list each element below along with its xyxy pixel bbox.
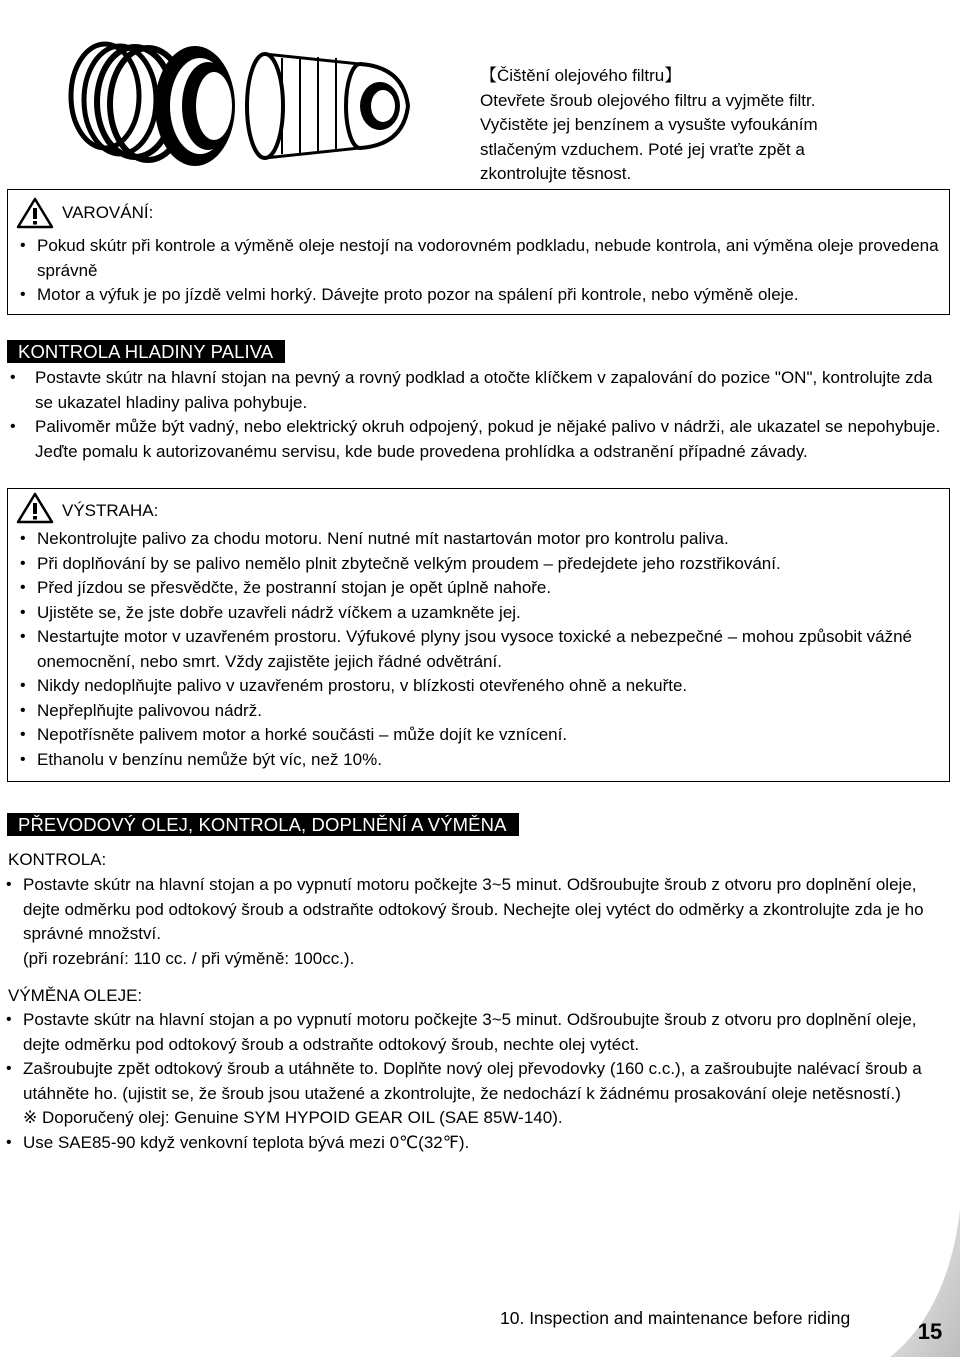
recommended-oil-note bbox=[2, 1106, 937, 1131]
caution-header bbox=[16, 493, 939, 523]
oil-filter-line: zkontrolujte těsnost. bbox=[480, 164, 632, 183]
recommended-oil-text: ※ Doporučený olej: Genuine SYM HYPOID GEAR OIL (SAE 85W-140). bbox=[23, 1108, 563, 1127]
fuel-level-list bbox=[0, 366, 955, 464]
footer-chapter-title: 10. Inspection and maintenance before riding bbox=[500, 1308, 851, 1328]
list-item: • Nekontrolujte palivo za chodu motoru. Není nutné mít nastartován motor pro kontrolu paliva. bbox=[16, 527, 939, 552]
list-item: • Ujistěte se, že jste dobře uzavřeli nádrž víčkem a uzamkněte jej. bbox=[16, 601, 939, 626]
check-list bbox=[2, 873, 937, 971]
list-item: • Při doplňování by se palivo nemělo plnit zbytečně velkým proudem – předejdete jeho rozstřikování. bbox=[16, 552, 939, 577]
list-item: • Postavte skútr na hlavní stojan a po vypnutí motoru počkejte 3~5 minut. Odšroubujte šroub z otvoru pro doplnění oleje, dejte odměrku pod odtokový šroub a odstraňte odtokový šroub. Nechejte olej vytéct do odměrky a zkontrolujte zda je ho správné množství. bbox=[2, 873, 937, 947]
caution-list bbox=[16, 527, 939, 772]
warning-triangle-icon bbox=[16, 492, 54, 524]
warning-triangle-icon bbox=[16, 197, 54, 229]
warning-list bbox=[16, 234, 939, 308]
section-heading-fuel: KONTROLA HLADINY PALIVA bbox=[7, 340, 285, 363]
oil-filter-line: stlačeným vzduchem. Poté jej vraťte zpět a bbox=[480, 139, 805, 159]
list-item: • Palivoměr může být vadný, nebo elektrický okruh odpojený, pokud je nějaké palivo v nádrži, ale ukazatel se nepohybuje. Jeďte pomalu k autorizovanému servisu, kde bude provedena prohlídka a odstranění případné závady. bbox=[0, 415, 955, 464]
oil-filter-illustration bbox=[60, 36, 415, 176]
change-list bbox=[2, 1008, 937, 1155]
list-item: • Postavte skútr na hlavní stojan a po vypnutí motoru počkejte 3~5 minut. Odšroubujte šroub z otvoru pro doplnění oleje, dejte odměrku pod odtokový šroub a odstraňte odtokový šroub, nechte olej vytéct. bbox=[2, 1008, 937, 1057]
list-item: • Nepřeplňujte palivovou nádrž. bbox=[16, 699, 939, 724]
caution-box bbox=[7, 488, 950, 782]
section-heading-gear-oil: PŘEVODOVÝ OLEJ, KONTROLA, DOPLNĚNÍ A VÝMĚNA bbox=[7, 813, 519, 836]
list-item: • Před jízdou se přesvědčte, že postranní stojan je opět úplně nahoře. bbox=[16, 576, 939, 601]
change-subheading: VÝMĚNA OLEJE: bbox=[8, 986, 143, 1005]
list-item: • Ethanolu v benzínu nemůže být víc, než 10%. bbox=[16, 748, 939, 773]
list-item: • Nepotřísněte palivem motor a horké součásti – může dojít ke vznícení. bbox=[16, 723, 939, 748]
list-item: • Pokud skútr při kontrole a výměně oleje nestojí na vodorovném podkladu, nebude kontrola, ani výměna oleje provedena správně bbox=[16, 234, 939, 283]
check-note-text: (při rozebrání: 110 cc. / při výměně: 100cc.). bbox=[23, 948, 355, 968]
check-note bbox=[2, 947, 937, 972]
oil-filter-line: Otevřete šroub olejového filtru a vyjměte filtr. bbox=[480, 90, 816, 110]
warning-title: VAROVÁNÍ: bbox=[62, 202, 154, 222]
caution-title: VÝSTRAHA: bbox=[62, 500, 159, 520]
page-number: 15 bbox=[917, 1319, 943, 1344]
list-item: • Use SAE85-90 když venkovní teplota bývá mezi 0℃(32℉). bbox=[2, 1131, 937, 1156]
warning-header bbox=[16, 198, 939, 228]
list-item: • Motor a výfuk je po jízdě velmi horký. Dávejte proto pozor na spálení při kontrole, nebo výměně oleje. bbox=[16, 283, 939, 308]
warning-box bbox=[7, 189, 950, 315]
list-item: • Postavte skútr na hlavní stojan na pevný a rovný podklad a otočte klíčkem v zapalování do pozice "ON", kontrolujte zda se ukazatel hladiny paliva pohybuje. bbox=[0, 366, 955, 415]
oil-filter-line: Vyčistěte jej benzínem a vysušte vyfoukáním bbox=[480, 115, 818, 134]
check-subheading: KONTROLA: bbox=[8, 850, 107, 869]
list-item: • Nestartujte motor v uzavřeném prostoru. Výfukové plyny jsou vysoce toxické a nebezpečné – mohou způsobit vážné onemocnění, nebo smrt. Vždy zajistěte jejich řádné odvětrání. bbox=[16, 625, 939, 674]
list-item: • Nikdy nedoplňujte palivo v uzavřeném prostoru, v blízkosti otevřeného ohně a nekuřte. bbox=[16, 674, 939, 699]
oil-filter-heading: 【Čištění olejového filtru】 bbox=[480, 66, 682, 85]
list-item: • Zašroubujte zpět odtokový šroub a utáhněte to. Doplňte nový olej převodovky (160 c.c.), a zašroubujte nalévací šroub a utáhněte ho. (ujistit se, že šroub jsou utažené a zkontrolujte, že nedochází k žádnému prosakování oleje netěsností.) bbox=[2, 1057, 937, 1106]
oil-filter-text bbox=[480, 64, 940, 187]
